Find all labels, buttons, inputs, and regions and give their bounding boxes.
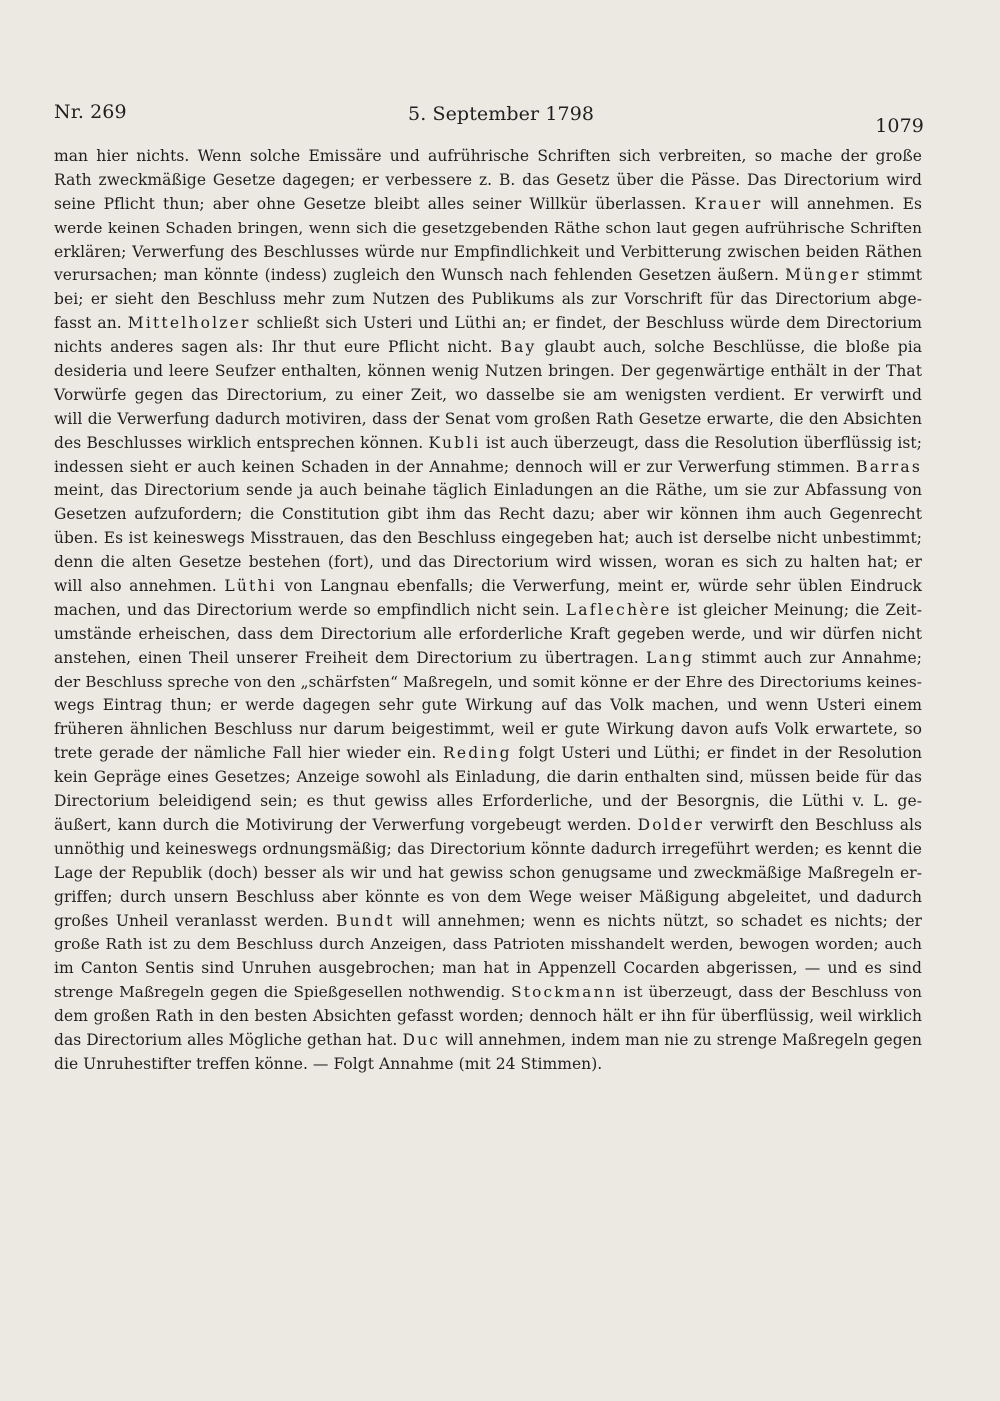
text-line [54, 742, 922, 766]
text-segment: strenge Maßregeln gegen die Spießgesellen nothwendig. [54, 983, 512, 1002]
speaker-name: Stockmann [511, 983, 618, 1002]
text-segment: Vorwürfe gegen das Directorium, zu einer Zeit, wo dasselbe sie am wenigsten verdient. Er verwirft und [54, 385, 922, 404]
text-line [54, 957, 922, 981]
text-segment: von Langnau ebenfalls; die Verwerfung, meint er, würde sehr üblen Eindruck [276, 577, 922, 596]
text-line [54, 479, 922, 503]
text-line [54, 217, 922, 241]
text-line [54, 766, 922, 790]
text-segment: will annehmen; wenn es nichts nützt, so schadet es nichts; der [394, 911, 923, 930]
text-line [54, 169, 922, 193]
text-segment: denn die alten Gesetze bestehen (fort), und das Directorium wird wissen, woran es sich zu halten hat; er [54, 553, 922, 572]
speaker-name: Laflechère [565, 600, 672, 619]
text-segment: man hier nichts. Wenn solche Emissäre und aufrührische Schriften sich verbreiten, so mache der große [54, 147, 922, 165]
text-segment: üben. Es ist keineswegs Misstrauen, das den Beschluss eingegeben hat; auch ist derselbe nicht unbestimmt; [54, 529, 922, 548]
text-line [54, 910, 922, 934]
text-segment: schließt sich Usteri und Lüthi an; er findet, der Beschluss würde dem Directorium [250, 314, 922, 333]
body-text [54, 145, 922, 1077]
text-segment: machen, und das Directorium werde so empfindlich nicht sein. [54, 600, 566, 619]
text-segment: ist gleicher Meinung; die Zeit- [671, 600, 922, 619]
text-line [54, 1029, 922, 1053]
text-line [54, 241, 922, 265]
speaker-name: Lüthi [224, 577, 277, 596]
text-line [54, 288, 922, 312]
speaker-name: Bundt [336, 911, 395, 930]
text-segment: folgt Usteri und Lüthi; er findet in der Resolution [511, 744, 922, 763]
text-line [54, 886, 922, 910]
text-segment: stimmt auch zur Annahme; [694, 648, 922, 667]
text-line [54, 408, 922, 432]
text-segment: erklären; Verwerfung des Beschlusses würde nur Empfindlichkeit und Verbitterung zwischen beiden Räthen [54, 242, 922, 261]
speaker-name: Dolder [637, 815, 705, 834]
text-segment: will also annehmen. [54, 577, 225, 596]
text-segment: dem großen Rath in den besten Absichten gefasst worden; dennoch hält er ihn für überflüssig, weil wirklich [54, 1007, 922, 1026]
text-segment: seine Pflicht thun; aber ohne Gesetze bleibt alles seiner Willkür überlassen. [54, 194, 695, 213]
text-segment: unnöthig und keineswegs ordnungsmäßig; das Directorium könnte dadurch irregeführt werden; es kennt die [54, 839, 922, 858]
text-segment: fasst an. [54, 314, 128, 333]
document-number: Nr. 269 [54, 101, 127, 123]
text-line [54, 145, 922, 169]
text-line [54, 814, 922, 838]
text-segment: ist überzeugt, dass der Beschluss von [617, 983, 923, 1002]
text-line [54, 599, 922, 623]
text-segment: glaubt auch, solche Beschlüsse, die bloße pia [536, 338, 922, 357]
text-line [54, 933, 922, 957]
speaker-name: Bay [500, 338, 537, 357]
text-segment: die Unruhestifter treffen könne. — Folgt Annahme (mit 24 Stimmen). [54, 1054, 603, 1073]
text-line [54, 790, 922, 814]
text-segment: im Canton Sentis sind Unruhen ausgebrochen; man hat in Appenzell Cocarden abgerissen, — und es sind [54, 959, 922, 978]
text-segment: früheren ähnlichen Beschluss nur darum beigestimmt, weil er gute Wirkung davon aufs Volk erwartete, so [54, 720, 922, 739]
text-segment: bei; er sieht den Beschluss mehr zum Nutzen des Publikums als zur Vorschrift für das Directorium abge- [54, 290, 922, 309]
text-line [54, 718, 922, 742]
text-line [54, 671, 922, 695]
text-segment: kein Gepräge eines Gesetzes; Anzeige sowohl als Einladung, die darin enthalten sind, müssen beide für das [54, 768, 922, 787]
text-line [54, 623, 922, 647]
speaker-name: Lang [645, 648, 695, 667]
text-line [54, 694, 922, 718]
text-segment: desideria und leere Seufzer enthalten, können wenig Nutzen bringen. Der gegenwärtige enthält in der That [54, 362, 922, 381]
text-segment: griffen; durch unsern Beschluss aber könnte es von dem Wege weiser Mäßigung abgeleitet, und dadurch [54, 887, 922, 906]
text-segment: Rath zweckmäßige Gesetze dagegen; er verbessere z. B. das Gesetz über die Pässe. Das Directorium wird [54, 170, 922, 189]
text-line [54, 336, 922, 360]
speaker-name: Reding [442, 744, 512, 763]
speaker-name: Mittelholzer [127, 314, 251, 333]
text-line [54, 862, 922, 886]
text-segment: will die Verwerfung dadurch motiviren, dass der Senat vom großen Rath Gesetze erwarte, die den Absichten [54, 409, 922, 428]
header-date: 5. September 1798 [408, 103, 595, 125]
text-line [54, 647, 922, 671]
text-segment: nichts anderes sagen als: Ihr thut eure Pflicht nicht. [54, 338, 501, 357]
text-segment: wegs Eintrag thun; er werde dagegen sehr gute Wirkung auf das Volk machen, und wenn Usteri einem [54, 696, 922, 715]
speaker-name: Barras [856, 457, 922, 476]
text-segment: Directorium beleidigend sein; es thut gewiss alles Erforderliche, und der Besorgnis, die Lüthi v. L. ge- [54, 792, 922, 811]
text-segment: ist auch überzeugt, dass die Resolution überflüssig ist; [480, 433, 922, 452]
text-segment: will annehmen, indem man nie zu strenge Maßregeln gegen [440, 1030, 922, 1049]
text-segment: große Rath ist zu dem Beschluss durch Anzeigen, dass Patrioten misshandelt werden, bewogen worden; auch [54, 935, 922, 954]
text-segment: umstände erheischen, dass dem Directorium alle erforderliche Kraft gegeben werde, und wir dürfen nicht [54, 624, 922, 643]
text-line [54, 838, 922, 862]
text-segment: verursachen; man könnte (indess) zugleich den Wunsch nach fehlenden Gesetzen äußern. [54, 266, 786, 285]
text-segment: verwirft den Beschluss als [704, 815, 923, 834]
text-line [54, 456, 922, 480]
running-header [54, 101, 924, 137]
speaker-name: Krauer [694, 194, 763, 213]
text-segment: äußert, kann durch die Motivirung der Verwerfung vorgebeugt werden. [54, 815, 638, 834]
text-line [54, 312, 922, 336]
text-line [54, 503, 922, 527]
text-segment: stimmt [860, 266, 922, 285]
text-line [54, 575, 922, 599]
text-line [54, 981, 922, 1005]
text-segment: das Directorium alles Mögliche gethan hat. [54, 1030, 403, 1049]
text-line [54, 360, 922, 384]
text-segment: meint, das Directorium sende ja auch beinahe täglich Einladungen an die Räthe, um sie zur Abfassung von [54, 481, 922, 500]
text-segment: des Beschlusses wirklich entsprechen können. [54, 433, 429, 452]
text-line [54, 384, 922, 408]
text-line [54, 1005, 922, 1029]
text-segment: werde keinen Schaden bringen, wenn sich die gesetzgebenden Räthe schon laut gegen aufrührische Schriften [54, 218, 922, 237]
speaker-name: Münger [785, 266, 861, 285]
text-segment: Lage der Republik (doch) besser als wir und hat gewiss schon genugsame und zweckmäßige Maßregeln er- [54, 863, 922, 882]
text-segment: anstehen, einen Theil unserer Freiheit dem Directorium zu übertragen. [54, 648, 646, 667]
text-segment: trete gerade der nämliche Fall hier wieder ein. [54, 744, 443, 763]
text-line [54, 527, 922, 551]
speaker-name: Kubli [428, 433, 481, 452]
text-segment: will annehmen. Es [762, 194, 922, 213]
page-number: 1079 [875, 115, 924, 137]
text-segment: großes Unheil veranlasst werden. [54, 911, 337, 930]
text-segment: der Beschluss spreche von den „schärfsten“ Maßregeln, und somit könne er der Ehre des Directoriums keines- [54, 672, 922, 691]
speaker-name: Duc [402, 1030, 441, 1049]
text-segment: indessen sieht er auch keinen Schaden in der Annahme; dennoch will er zur Verwerfung stimmen. [54, 457, 857, 476]
text-segment: Gesetzen aufzufordern; die Constitution gibt ihm das Recht dazu; aber wir können ihm auch Gegenrecht [54, 505, 922, 524]
text-line [54, 1053, 922, 1077]
text-line [54, 432, 922, 456]
text-line [54, 551, 922, 575]
text-line [54, 264, 922, 288]
text-line [54, 193, 922, 217]
